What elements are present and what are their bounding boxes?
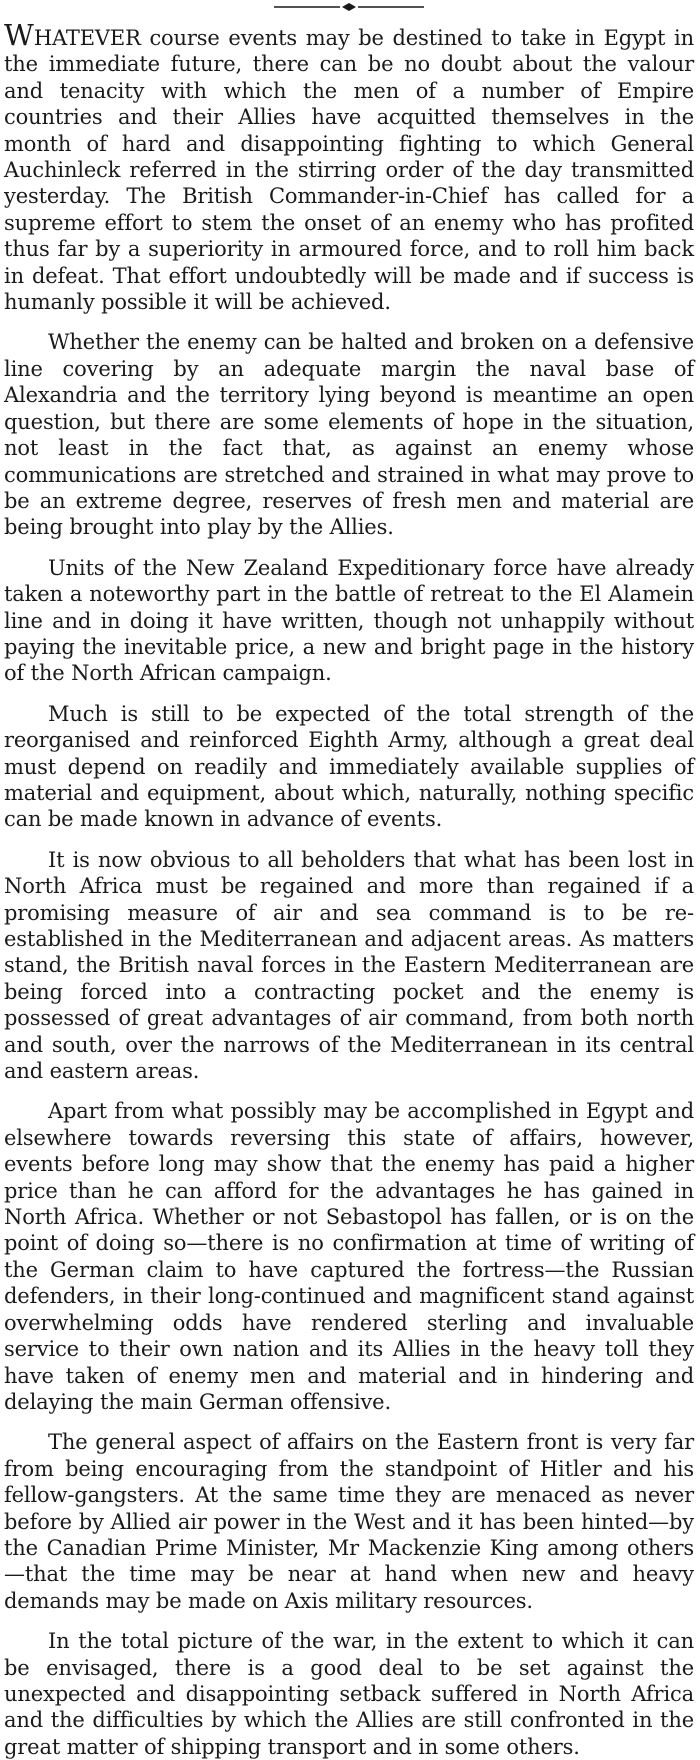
article-paragraph-5: It is now obvious to all beholders that what has been lost in North Africa must be regained and more than regained if a promising measure of air and sea command is to be re-established in the Mediterranean and adjacent areas. As matters stand, the British naval forces in the Eastern Mediterranean are being forced into a contracting pocket and the enemy is possessed of great advantages of air command, from both north and south, over the narrows of the Mediterranean in its central and eastern areas. xyxy=(4,847,694,1084)
article-paragraph-6: Apart from what possibly may be accomplished in Egypt and elsewhere towards reversing this state of affairs, however, events before long may show that the enemy has paid a higher price than he can afford for the advantages he has gained in North Africa. Whether or not Sebastopol has fallen, or is on the point of doing so—there is no confirmation at time of writing of the German claim to have captured the fortress—the Russian defenders, in their long-continued and magnificent stand against overwhelming odds have rendered sterling and invaluable service to their own nation and its Allies in the heavy toll they have taken of enemy men and material and in hindering and delaying the main German offensive. xyxy=(4,1099,694,1414)
newspaper-editorial-page xyxy=(4,0,694,1759)
drop-cap: W xyxy=(4,18,34,52)
article-paragraph-3: Units of the New Zealand Expeditionary force have already taken a noteworthy part in the battle of retreat to the El Alamein line and in doing it have written, though not unhappily without paying the inevitable price, a new and bright page in the history of the North African campaign. xyxy=(4,555,694,686)
article-paragraph-1 xyxy=(4,18,694,315)
article-paragraph-2: Whether the enemy can be halted and broken on a defensive line covering by an adequate margin the naval base of Alexandria and the territory lying beyond is meantime an open question, but there are some elements of hope in the situation, not least in the fact that, as against an enemy whose communications are stretched and strained in what may prove to be an extreme degree, reserves of fresh men and material are being brought into play by the Allies. xyxy=(4,330,694,540)
article-paragraph-4: Much is still to be expected of the total strength of the reorganised and reinforced Eighth Army, although a great deal must depend on readily and immediately available supplies of material and equipment, about which, naturally, nothing specific can be made known in advance of events. xyxy=(4,701,694,832)
rule-with-center-diamond-icon xyxy=(274,2,424,12)
article-paragraph-8: In the total picture of the war, in the extent to which it can be envisaged, there is a good deal to be set against the unexpected and disappointing setback suffered in North Africa and the difficulties by which the Allies are still confronted in the great matter of shipping transport and in some others. xyxy=(4,1629,694,1759)
paragraph-1-text: HATEVER course events may be destined to take in Egypt in the immediate future, there can be no doubt about the valour and tenacity with which the men of a number of Empire countries and their Allies have acquitted themselves in the month of hard and disappointing fighting to which General Auchinleck referred in the stirring order of the day transmitted yesterday. The British Commander-in-Chief has called for a supreme effort to stem the onset of an enemy who has profited thus far by a superiority in armoured force, and to roll him back in defeat. That effort undoubtedly will be made and if success is humanly possible it will be achieved. xyxy=(4,26,694,315)
editorial-article xyxy=(4,18,694,1760)
article-paragraph-7: The general aspect of affairs on the Eastern front is very far from being encouraging from the standpoint of Hitler and his fellow-gangsters. At the same time they are menaced as never before by Allied air power in the West and it has been hinted—by the Canadian Prime Minister, Mr Mackenzie King among others—that the time may be near at hand when new and heavy demands may be made on Axis military resources. xyxy=(4,1430,694,1613)
